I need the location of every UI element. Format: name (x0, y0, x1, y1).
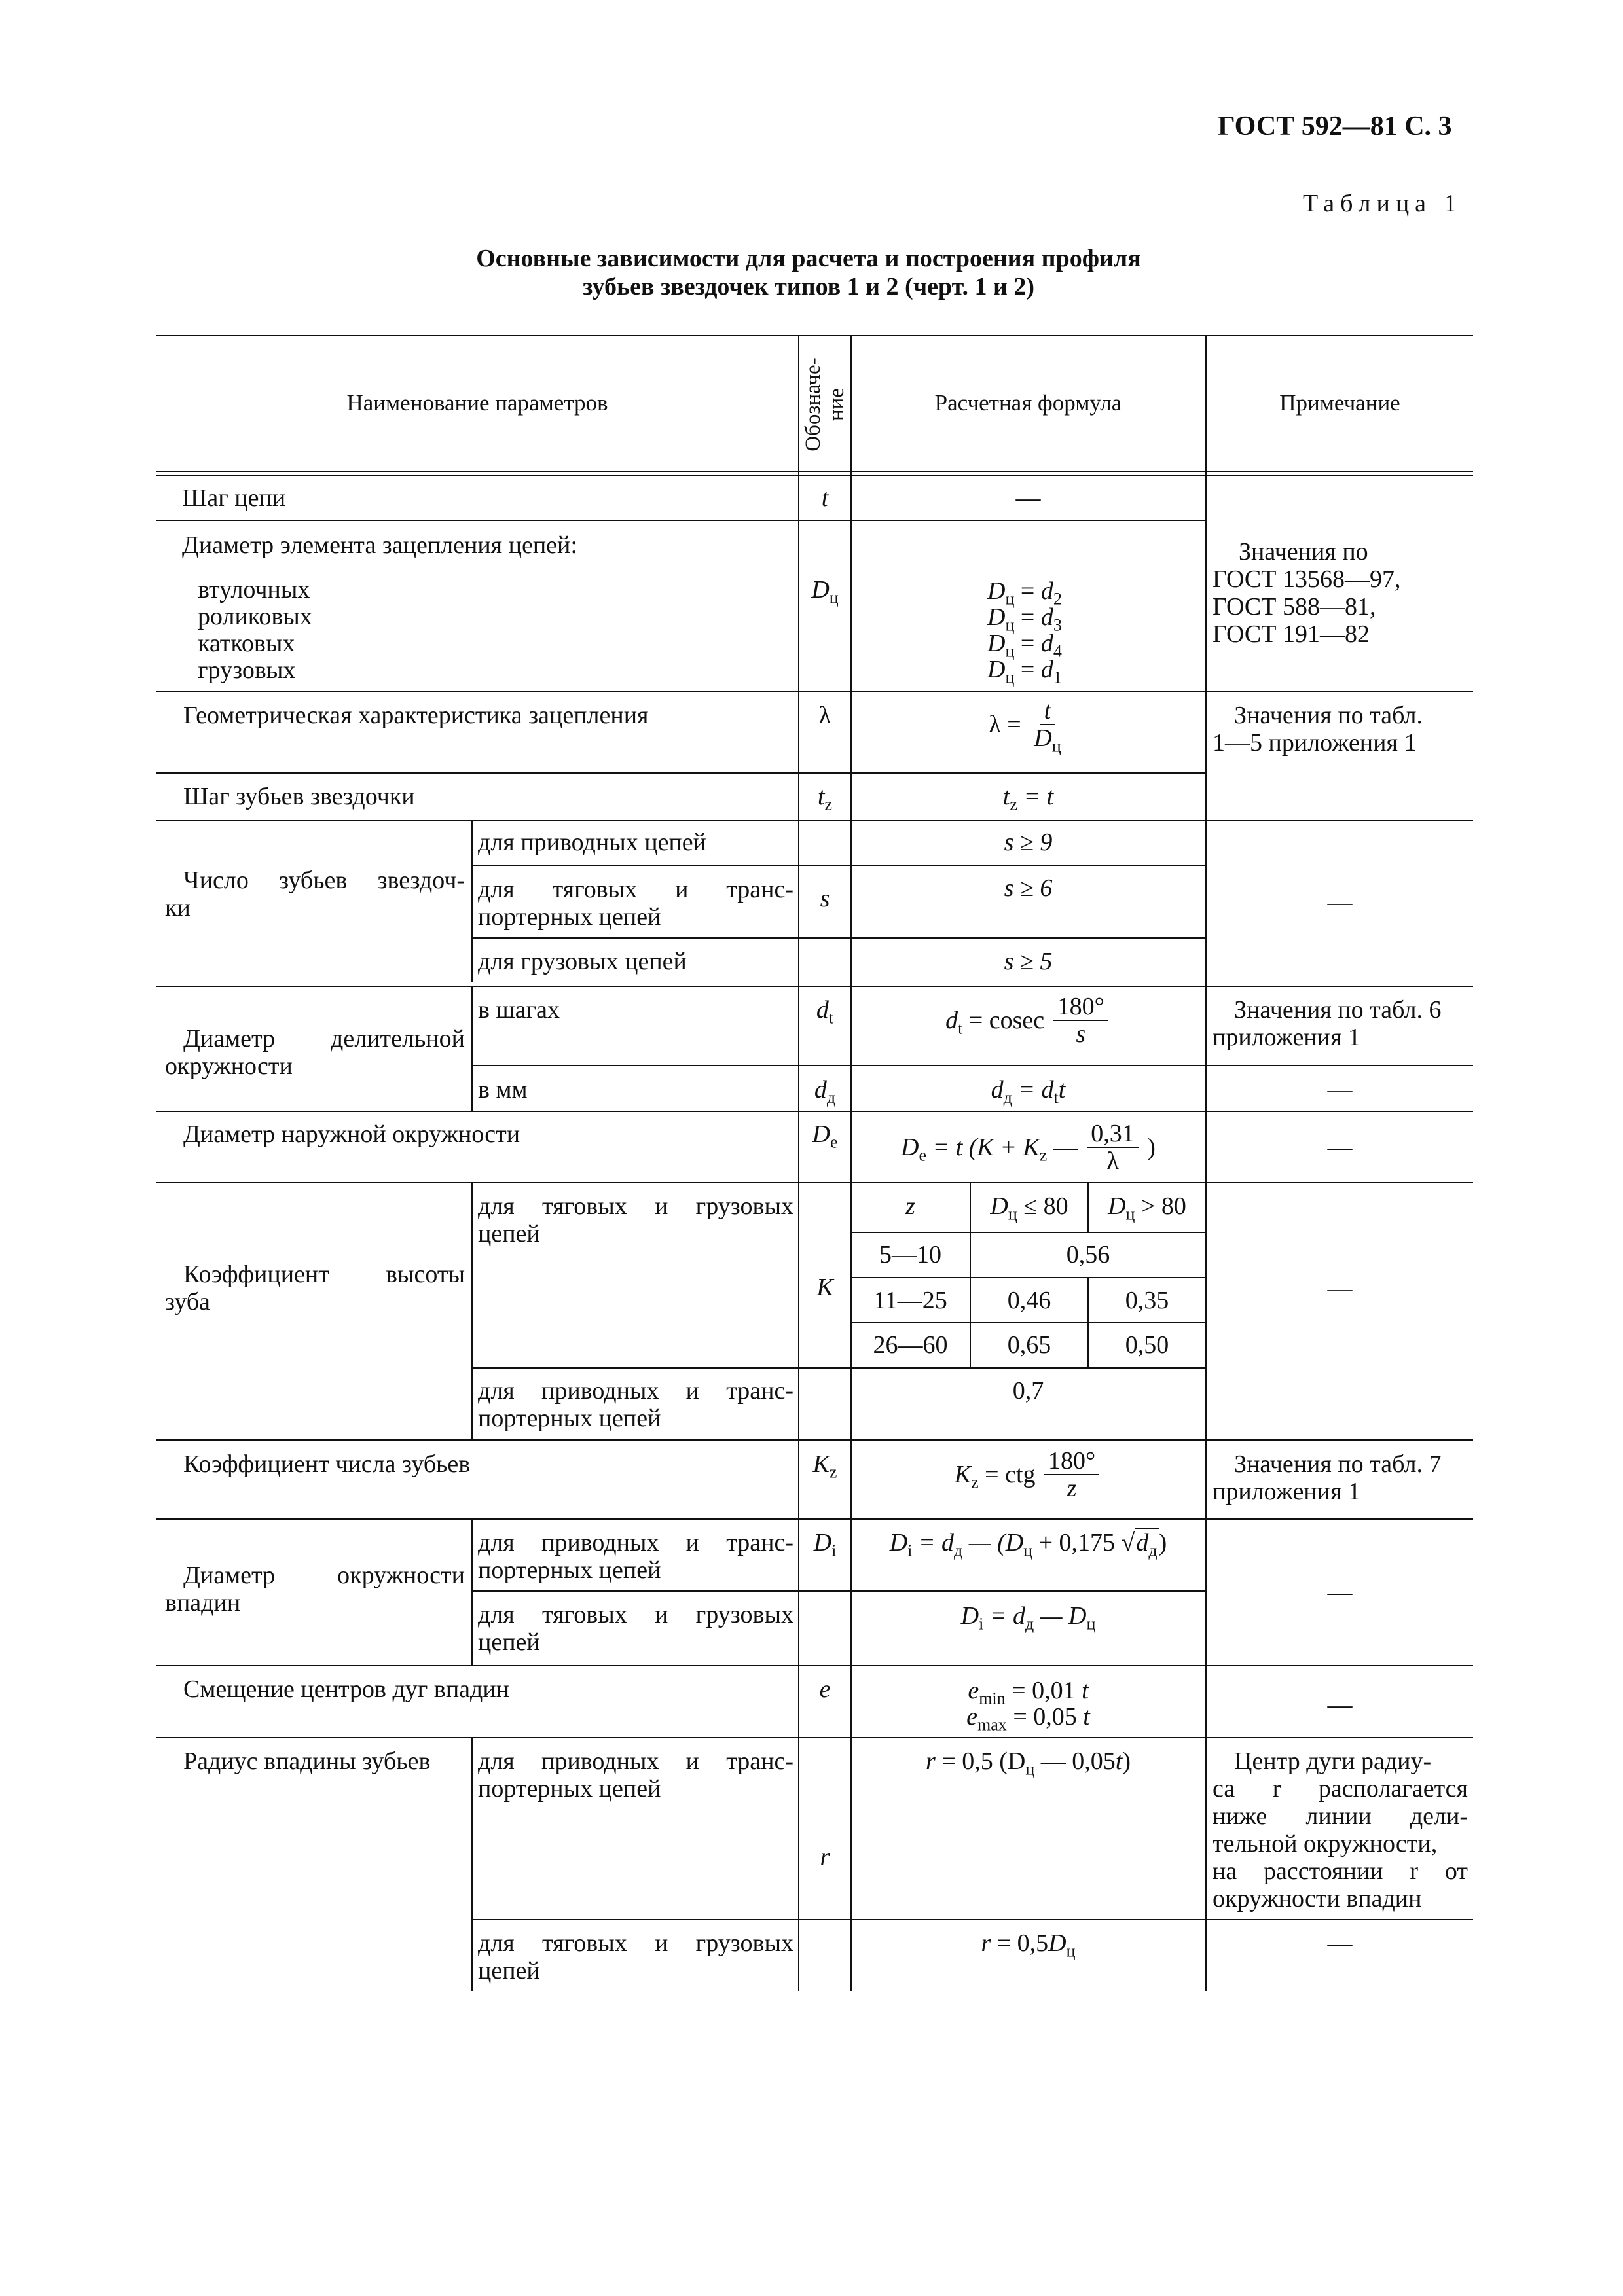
row-pitch-formula: — (1015, 484, 1041, 512)
note-gost-line4: ГОСТ 191—82 (1213, 620, 1370, 648)
teeth-sub-traction-line2: портерных цепей (478, 903, 661, 931)
pitch-diameter-symbol-steps: $d_t$ (816, 996, 834, 1028)
root-diameter-formula-drive: $D_i = d_д$ — ($D_ц + 0,175$ $√d_д$) (889, 1529, 1167, 1560)
inner-row1-z: 5—10 (879, 1241, 941, 1268)
formula-rolling: $D_ц = d_4$ (987, 630, 1062, 661)
root-sub-traction-line2: цепей (478, 1628, 540, 1656)
radius-sub-traction-line1: для тяговых и грузовых (478, 1929, 793, 1957)
offset-name: Смещение центров дуг впадин (183, 1676, 510, 1703)
height-coef-name-line1: Коэффициент высоты (183, 1261, 465, 1288)
offset-formula-max: $e_{max} = 0,05$ t (966, 1703, 1090, 1734)
outer-diameter-name: Диаметр наружной окружности (183, 1121, 520, 1148)
inner-header-le80: $D_ц \le 80$ (990, 1193, 1068, 1224)
root-sub-drive-line1: для приводных и транс- (478, 1529, 793, 1556)
root-diameter-formula-traction: $D_i = d_д$ — $D_ц$ (960, 1602, 1096, 1634)
root-diameter-name-line2: впадин (165, 1589, 241, 1617)
outer-diameter-formula: $D_e = t$ ($K + K_z$ — $\frac{0,31}{\lambda}$ ) (901, 1120, 1156, 1175)
inner-header-z: z (905, 1193, 915, 1220)
pitch-diameter-formula-steps: $d_t = cosec$ $\frac{180^\circ}{s}$ (851, 994, 1205, 1047)
note-radius-line5: на расстоянии r от (1213, 1857, 1468, 1885)
teeth-coef-formula: $K_z$ = ctg $\frac{180^\circ}{z}$ (851, 1448, 1205, 1501)
row-pitch-name: Шаг цепи (182, 484, 286, 512)
pitch-diameter-symbol-mm: $d_д$ (814, 1076, 836, 1107)
table-label: Таблица 1 (1303, 190, 1463, 217)
note-teeth-coef-line2: приложения 1 (1213, 1478, 1360, 1505)
pitch-diameter-name-line1: Диаметр делительной (183, 1025, 465, 1052)
note-geometric-line1: Значения по табл. (1234, 702, 1423, 729)
teeth-formula-cargo: s ≥ 5 (1004, 948, 1053, 975)
element-type-bushing: втулочных (198, 576, 310, 603)
height-coef-symbol: K (816, 1274, 833, 1301)
root-diameter-symbol: $D_i$ (813, 1529, 837, 1560)
page-header: ГОСТ 592—81 С. 3 (1218, 111, 1452, 141)
pitch-diameter-name-line2: окружности (165, 1052, 293, 1080)
height-sub-traction-line2: цепей (478, 1220, 540, 1247)
inner-row1-value: 0,56 (1066, 1241, 1110, 1268)
pitch-diameter-sub-mm: в мм (478, 1076, 528, 1103)
offset-formula-min: $e_{min} = 0,01$ t (968, 1677, 1089, 1708)
teeth-count-symbol: s (820, 885, 830, 912)
teeth-sub-drive: для приводных цепей (478, 829, 706, 856)
formula-cargo: $D_ц = d_1$ (987, 656, 1062, 687)
height-sub-drive-line2: портерных цепей (478, 1405, 661, 1432)
teeth-note: — (1327, 889, 1353, 916)
outer-diameter-symbol: $D_e$ (812, 1121, 838, 1152)
row-element-diameter-symbol: $D_ц$ (811, 576, 839, 607)
inner-row3-b: 0,50 (1125, 1331, 1169, 1359)
note-pitch-diameter-line2: приложения 1 (1213, 1024, 1360, 1051)
element-type-cargo: грузовых (198, 656, 296, 684)
root-radius-formula-traction: $r = 0,5D_ц$ (981, 1929, 1076, 1961)
note-radius-traction: — (1327, 1929, 1353, 1957)
radius-sub-drive-line2: портерных цепей (478, 1775, 661, 1803)
inner-row2-b: 0,35 (1125, 1287, 1169, 1314)
row-tooth-pitch-formula: $t_z = t$ (1002, 783, 1054, 814)
note-radius-line1: Центр дуги радиу- (1234, 1748, 1432, 1775)
inner-row3-a: 0,65 (1007, 1331, 1051, 1359)
table-title-line1: Основные зависимости для расчета и построения профиля (476, 245, 1141, 272)
note-gost-line2: ГОСТ 13568—97, (1213, 565, 1401, 593)
root-diameter-note: — (1327, 1579, 1353, 1606)
element-type-rolling: катковых (198, 630, 295, 657)
header-symbol (800, 340, 850, 469)
header-formula: Расчетная формула (934, 390, 1122, 416)
teeth-coef-name: Коэффициент числа зубьев (183, 1450, 471, 1478)
height-sub-traction-line1: для тяговых и грузовых (478, 1193, 793, 1220)
note-teeth-coef-line1: Значения по табл. 7 (1234, 1450, 1442, 1478)
outer-diameter-note: — (1327, 1134, 1353, 1161)
teeth-sub-cargo: для грузовых цепей (478, 948, 687, 975)
row-geometric-name: Геометрическая характеристика зацепления (183, 702, 649, 729)
teeth-coef-symbol: $K_z$ (812, 1450, 837, 1482)
pitch-diameter-formula-mm: $d_д = d_tt$ (991, 1076, 1066, 1107)
row-tooth-pitch-symbol: $t_z$ (817, 783, 833, 814)
root-sub-drive-line2: портерных цепей (478, 1556, 661, 1584)
teeth-formula-drive: s ≥ 9 (1004, 829, 1053, 856)
pitch-diameter-sub-steps: в шагах (478, 996, 560, 1024)
note-radius-line4: тельной окружности, (1213, 1830, 1438, 1857)
note-radius-line2: са r располагается (1213, 1775, 1468, 1803)
header-symbol-line1: Обозначе- (801, 357, 825, 452)
table-title-line2: зубьев звездочек типов 1 и 2 (черт. 1 и 2) (583, 273, 1034, 300)
inner-row3-z: 26—60 (873, 1331, 948, 1359)
root-sub-traction-line1: для тяговых и грузовых (478, 1601, 793, 1628)
radius-sub-drive-line1: для приводных и транс- (478, 1748, 793, 1775)
note-gost-line3: ГОСТ 588—81, (1213, 593, 1376, 620)
teeth-formula-traction: s ≥ 6 (1004, 874, 1053, 902)
header-symbol-line2: ние (825, 388, 848, 421)
note-geometric-line2: 1—5 приложения 1 (1213, 729, 1417, 757)
note-pitch-diameter-line1: Значения по табл. 6 (1234, 996, 1442, 1024)
element-type-roller: роликовых (198, 603, 312, 630)
header-name: Наименование параметров (346, 390, 608, 416)
note-gost-line1: Значения по (1239, 538, 1368, 565)
formula-roller: $D_ц = d_3$ (987, 603, 1062, 635)
note-radius-line6: окружности впадин (1213, 1885, 1422, 1912)
note-pitch-diameter-mm: — (1327, 1076, 1353, 1103)
root-radius-formula-drive: r = 0,5 ($D_ц$ — 0,05t) (926, 1748, 1131, 1779)
teeth-count-name-line2: ки (165, 894, 191, 922)
row-geometric-symbol: λ (818, 702, 831, 729)
root-diameter-name-line1: Диаметр окружности (183, 1562, 465, 1589)
header-note: Примечание (1279, 390, 1400, 416)
radius-sub-traction-line2: цепей (478, 1957, 540, 1984)
note-radius-line3: ниже линии дели- (1213, 1803, 1468, 1830)
row-tooth-pitch-name: Шаг зубьев звездочки (183, 783, 415, 810)
height-coef-drive-value: 0,7 (1012, 1377, 1044, 1405)
row-pitch-symbol: t (821, 484, 829, 512)
formula-bushing: $D_ц = d_2$ (987, 577, 1062, 609)
teeth-count-name-line1: Число зубьев звездоч- (183, 867, 465, 894)
root-radius-symbol: r (820, 1843, 830, 1871)
offset-symbol: e (819, 1676, 831, 1703)
height-sub-drive-line1: для приводных и транс- (478, 1377, 793, 1405)
teeth-sub-traction-line1: для тяговых и транс- (478, 876, 793, 903)
row-element-diameter-name: Диаметр элемента зацепления цепей: (182, 531, 577, 559)
height-coef-name-line2: зуба (165, 1288, 210, 1316)
height-coef-note: — (1327, 1275, 1353, 1302)
inner-row2-z: 11—25 (873, 1287, 947, 1314)
inner-header-gt80: $D_ц > 80$ (1108, 1193, 1186, 1224)
offset-note: — (1327, 1691, 1353, 1719)
inner-row2-a: 0,46 (1007, 1287, 1051, 1314)
row-geometric-formula: λ = $\frac{t}{D_ц}$ (989, 697, 1061, 756)
root-radius-name: Радиус впадины зубьев (183, 1748, 431, 1775)
